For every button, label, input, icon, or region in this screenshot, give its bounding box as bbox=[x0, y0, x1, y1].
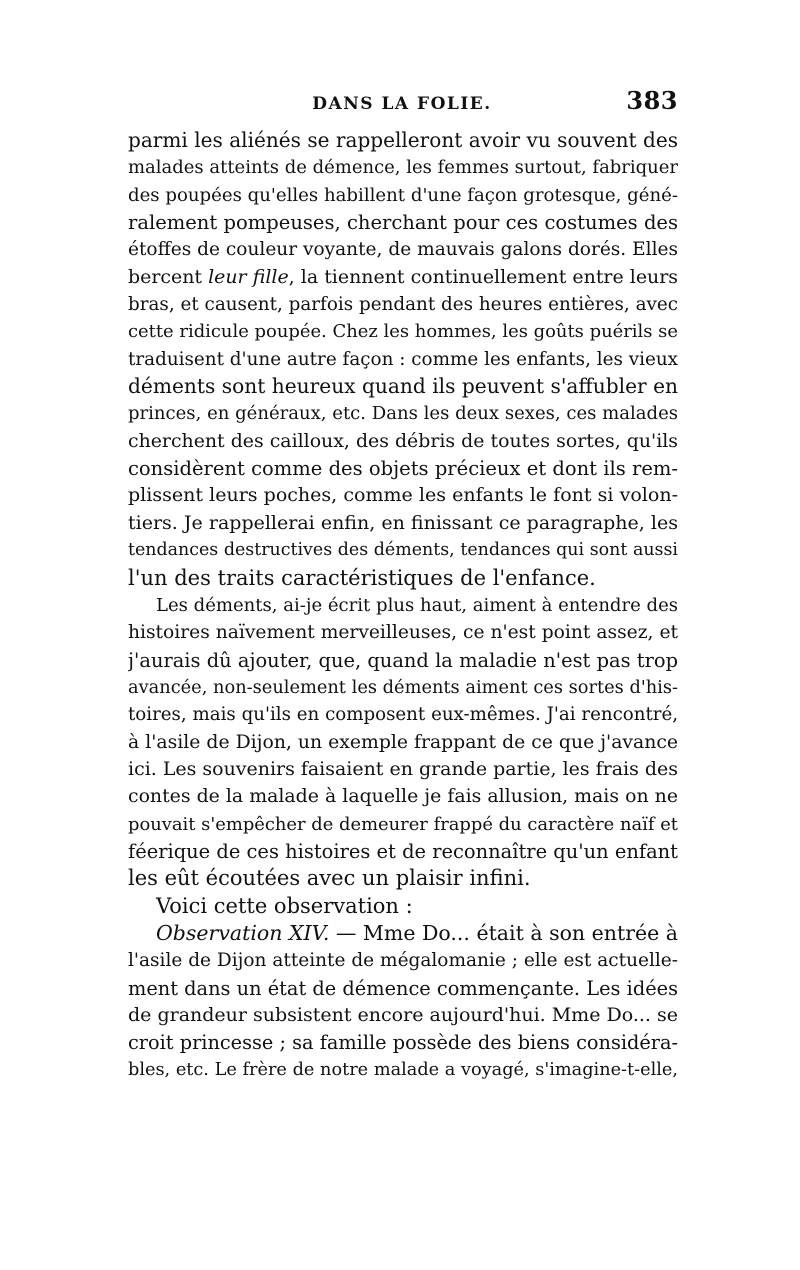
text-line: croit princesse ; sa famille possède des biens considéra- bbox=[128, 1031, 678, 1055]
page-number: 383 bbox=[626, 86, 678, 115]
text-line: féerique de ces histoires et de reconnaître qu'un enfant bbox=[128, 839, 678, 863]
text-line: avancée, non-seulement les déments aiment ces sortes d'his- bbox=[128, 676, 678, 698]
text-line bbox=[128, 264, 678, 291]
text-line: cherchent des cailloux, des débris de toutes sortes, qu'ils bbox=[128, 429, 678, 452]
text-line: malades atteints de démence, les femmes surtout, fabriquer bbox=[128, 157, 678, 179]
text-line: contes de la malade à laquelle je fais allusion, mais on ne bbox=[128, 785, 678, 808]
text-run: , la tiennent continuellement entre leurs bbox=[288, 265, 678, 288]
text-line bbox=[128, 920, 678, 947]
text-line: histoires naïvement merveilleuses, ce n'est point assez, et bbox=[128, 622, 678, 644]
text-line: l'asile de Dijon atteinte de mégalomanie ; elle est actuelle- bbox=[128, 950, 678, 972]
running-header bbox=[126, 86, 678, 120]
text-line: plissent leurs poches, comme les enfants le font si volon- bbox=[128, 484, 678, 507]
text-line: à l'asile de Dijon, un exemple frappant de ce que j'avance bbox=[128, 731, 678, 753]
text-line: parmi les aliénés se rappelleront avoir vu souvent des bbox=[128, 128, 678, 152]
text-line: ici. Les souvenirs faisaient en grande partie, les frais des bbox=[128, 757, 678, 780]
text-line: traduisent d'une autre façon : comme les enfants, les vieux bbox=[128, 348, 678, 370]
text-line: l'un des traits caractéristiques de l'enfance. bbox=[128, 565, 596, 590]
running-title: DANS LA FOLIE. bbox=[312, 94, 492, 114]
text-line: tendances destructives des déments, tendances qui sont aussi bbox=[128, 540, 678, 561]
italic-text: leur fille bbox=[208, 265, 289, 288]
text-line: de grandeur subsistent encore aujourd'hui. Mme Do... se bbox=[128, 1004, 678, 1026]
italic-text: Observation XIV. bbox=[156, 920, 330, 945]
text-line: Voici cette observation : bbox=[156, 893, 413, 918]
text-line: bles, etc. Le frère de notre malade a voyagé, s'imagine-t-elle, bbox=[128, 1059, 678, 1080]
text-run: — Mme Do... était à son entrée à bbox=[329, 920, 678, 945]
text-line: les eût écoutées avec un plaisir infini. bbox=[128, 866, 531, 891]
text-line: j'aurais dû ajouter, que, quand la maladie n'est pas trop bbox=[128, 648, 678, 672]
text-line: déments sont heureux quand ils peuvent s'affubler en bbox=[128, 374, 678, 399]
text-line: des poupées qu'elles habillent d'une façon grotesque, géné- bbox=[128, 184, 678, 206]
text-line: toires, mais qu'ils en composent eux-mêmes. J'ai rencontré, bbox=[128, 704, 678, 726]
text-line: princes, en généraux, etc. Dans les deux sexes, ces malades bbox=[128, 403, 678, 425]
text-line: tiers. Je rappellerai enfin, en finissant ce paragraphe, les bbox=[128, 511, 678, 534]
text-line: pouvait s'empêcher de demeurer frappé du caractère naïf et bbox=[128, 813, 678, 835]
text-run: bercent bbox=[128, 265, 209, 288]
text-line: ment dans un état de démence commençante. Les idées bbox=[128, 976, 678, 1000]
text-line: ralement pompeuses, cherchant pour ces costumes des bbox=[128, 211, 678, 235]
text-line: étoffes de couleur voyante, de mauvais galons dorés. Elles bbox=[128, 239, 678, 261]
text-line: bras, et causent, parfois pendant des heures entières, avec bbox=[128, 294, 678, 316]
text-line: Les déments, ai-je écrit plus haut, aiment à entendre des bbox=[156, 594, 678, 616]
body-text bbox=[128, 127, 678, 1084]
text-line: considèrent comme des objets précieux et dont ils rem- bbox=[128, 457, 678, 481]
text-line: cette ridicule poupée. Chez les hommes, les goûts puérils se bbox=[128, 321, 678, 343]
